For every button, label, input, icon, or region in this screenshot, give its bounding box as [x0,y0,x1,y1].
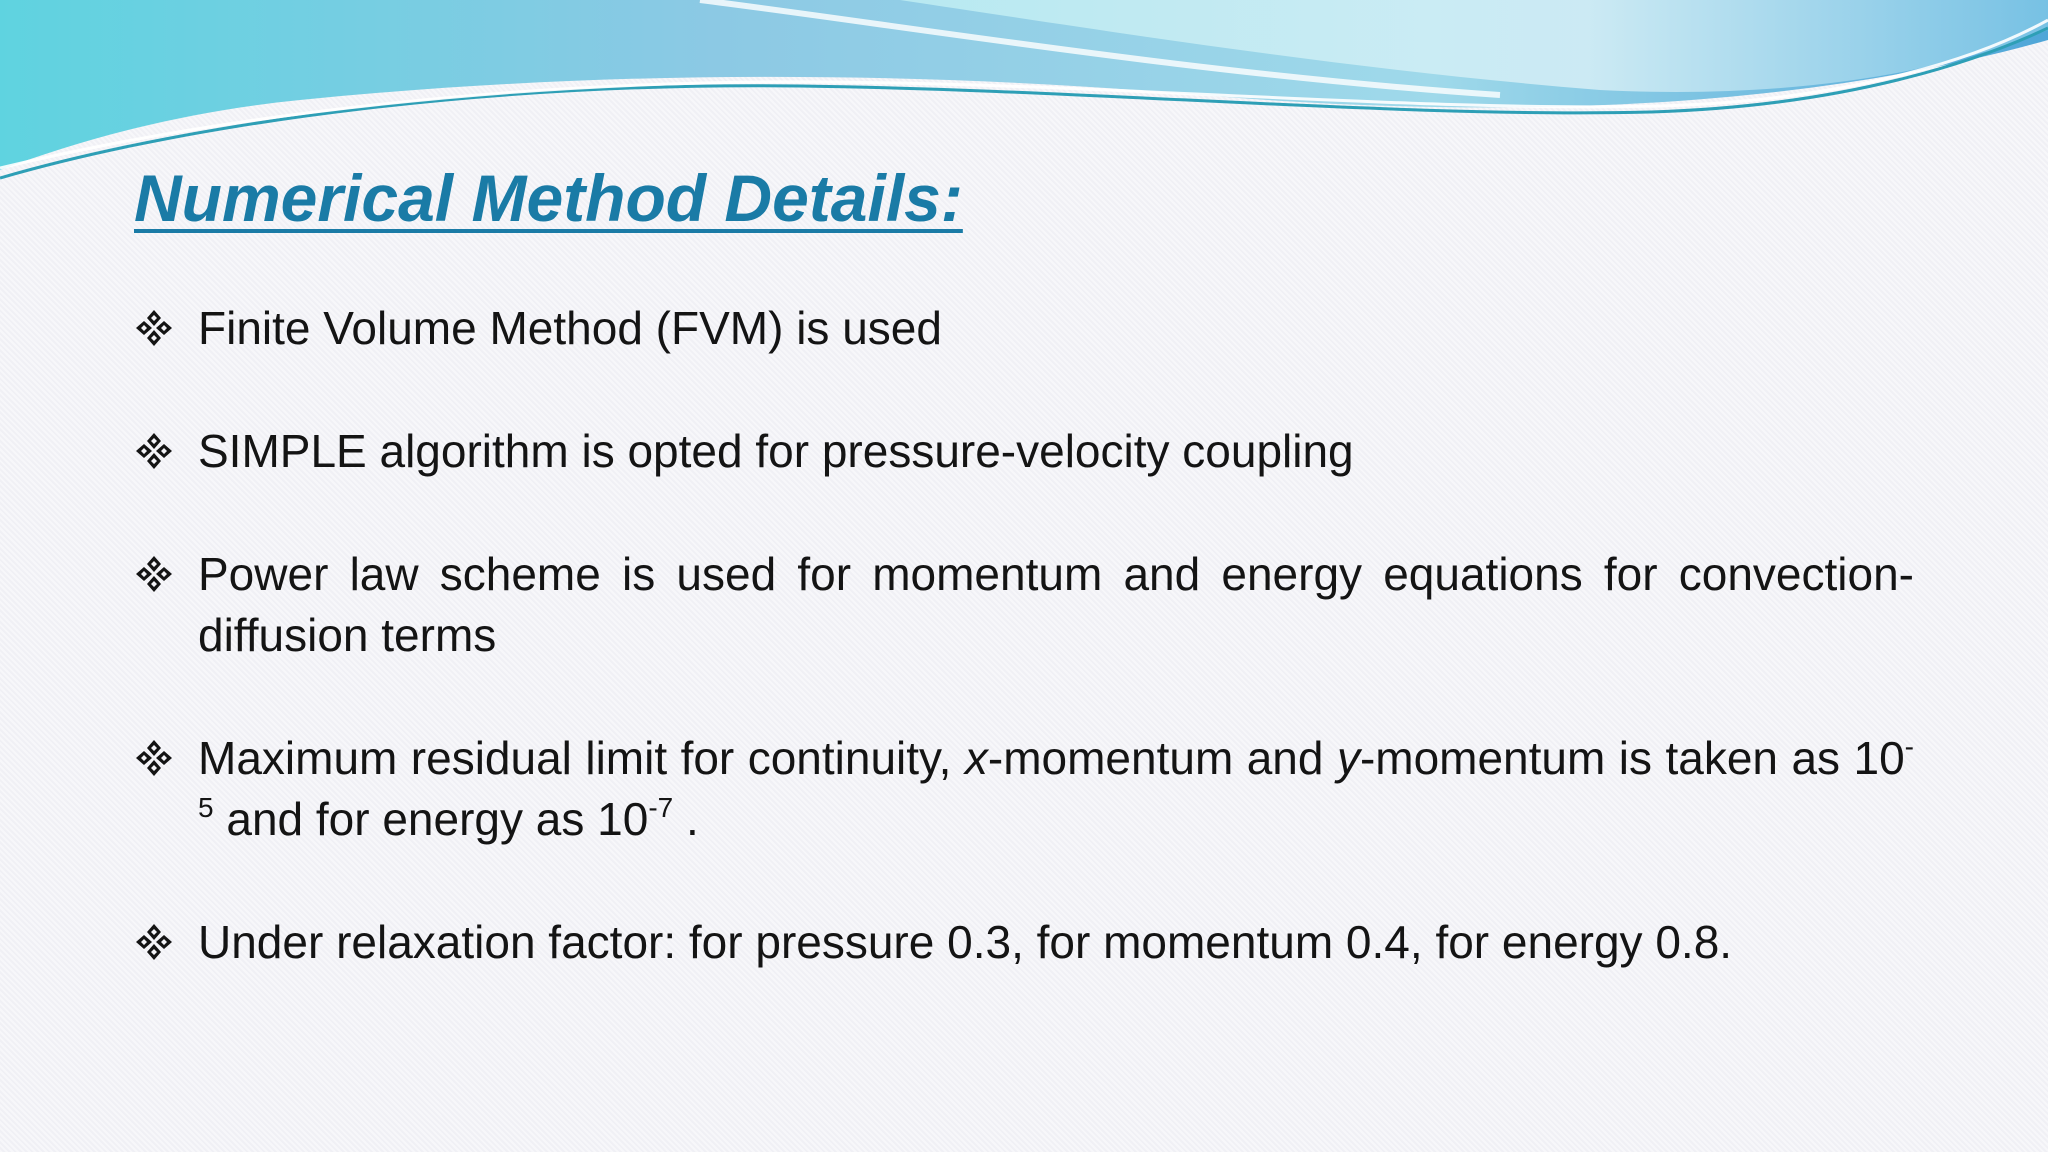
bullet-item [134,912,1914,973]
four-diamond-bullet-icon [134,922,174,962]
bullet-item [134,421,1914,482]
four-diamond-bullet-icon [134,431,174,471]
bullet-text: Under relaxation factor: for pressure 0.3, for momentum 0.4, for energy 0.8. [198,916,1733,968]
exponent: -5 [198,731,1914,823]
bullet-list [134,298,1914,973]
exponent: -7 [648,792,674,823]
four-diamond-bullet-icon [134,308,174,348]
y-variable: y [1336,732,1360,784]
slide-title: Numerical Method Details: [134,161,963,235]
bullet-text [198,732,1914,845]
text-segment: Maximum residual limit for continuity, [198,732,965,784]
bullet-text: Finite Volume Method (FVM) is used [198,302,942,354]
bullet-text: Power law scheme is used for momentum and energy equations for convection-diffusion terms [198,548,1914,661]
four-diamond-bullet-icon [134,554,174,594]
text-segment: and for energy as 10 [213,793,649,845]
bullet-item [134,298,1914,359]
bullet-item [134,544,1914,666]
bullet-text: SIMPLE algorithm is opted for pressure-velocity coupling [198,425,1354,477]
text-segment: -momentum and [987,732,1337,784]
bullet-item [134,728,1914,850]
x-variable: x [964,732,988,784]
four-diamond-bullet-icon [134,738,174,778]
text-segment: . [673,793,699,845]
text-segment: -momentum is taken as 10 [1359,732,1905,784]
